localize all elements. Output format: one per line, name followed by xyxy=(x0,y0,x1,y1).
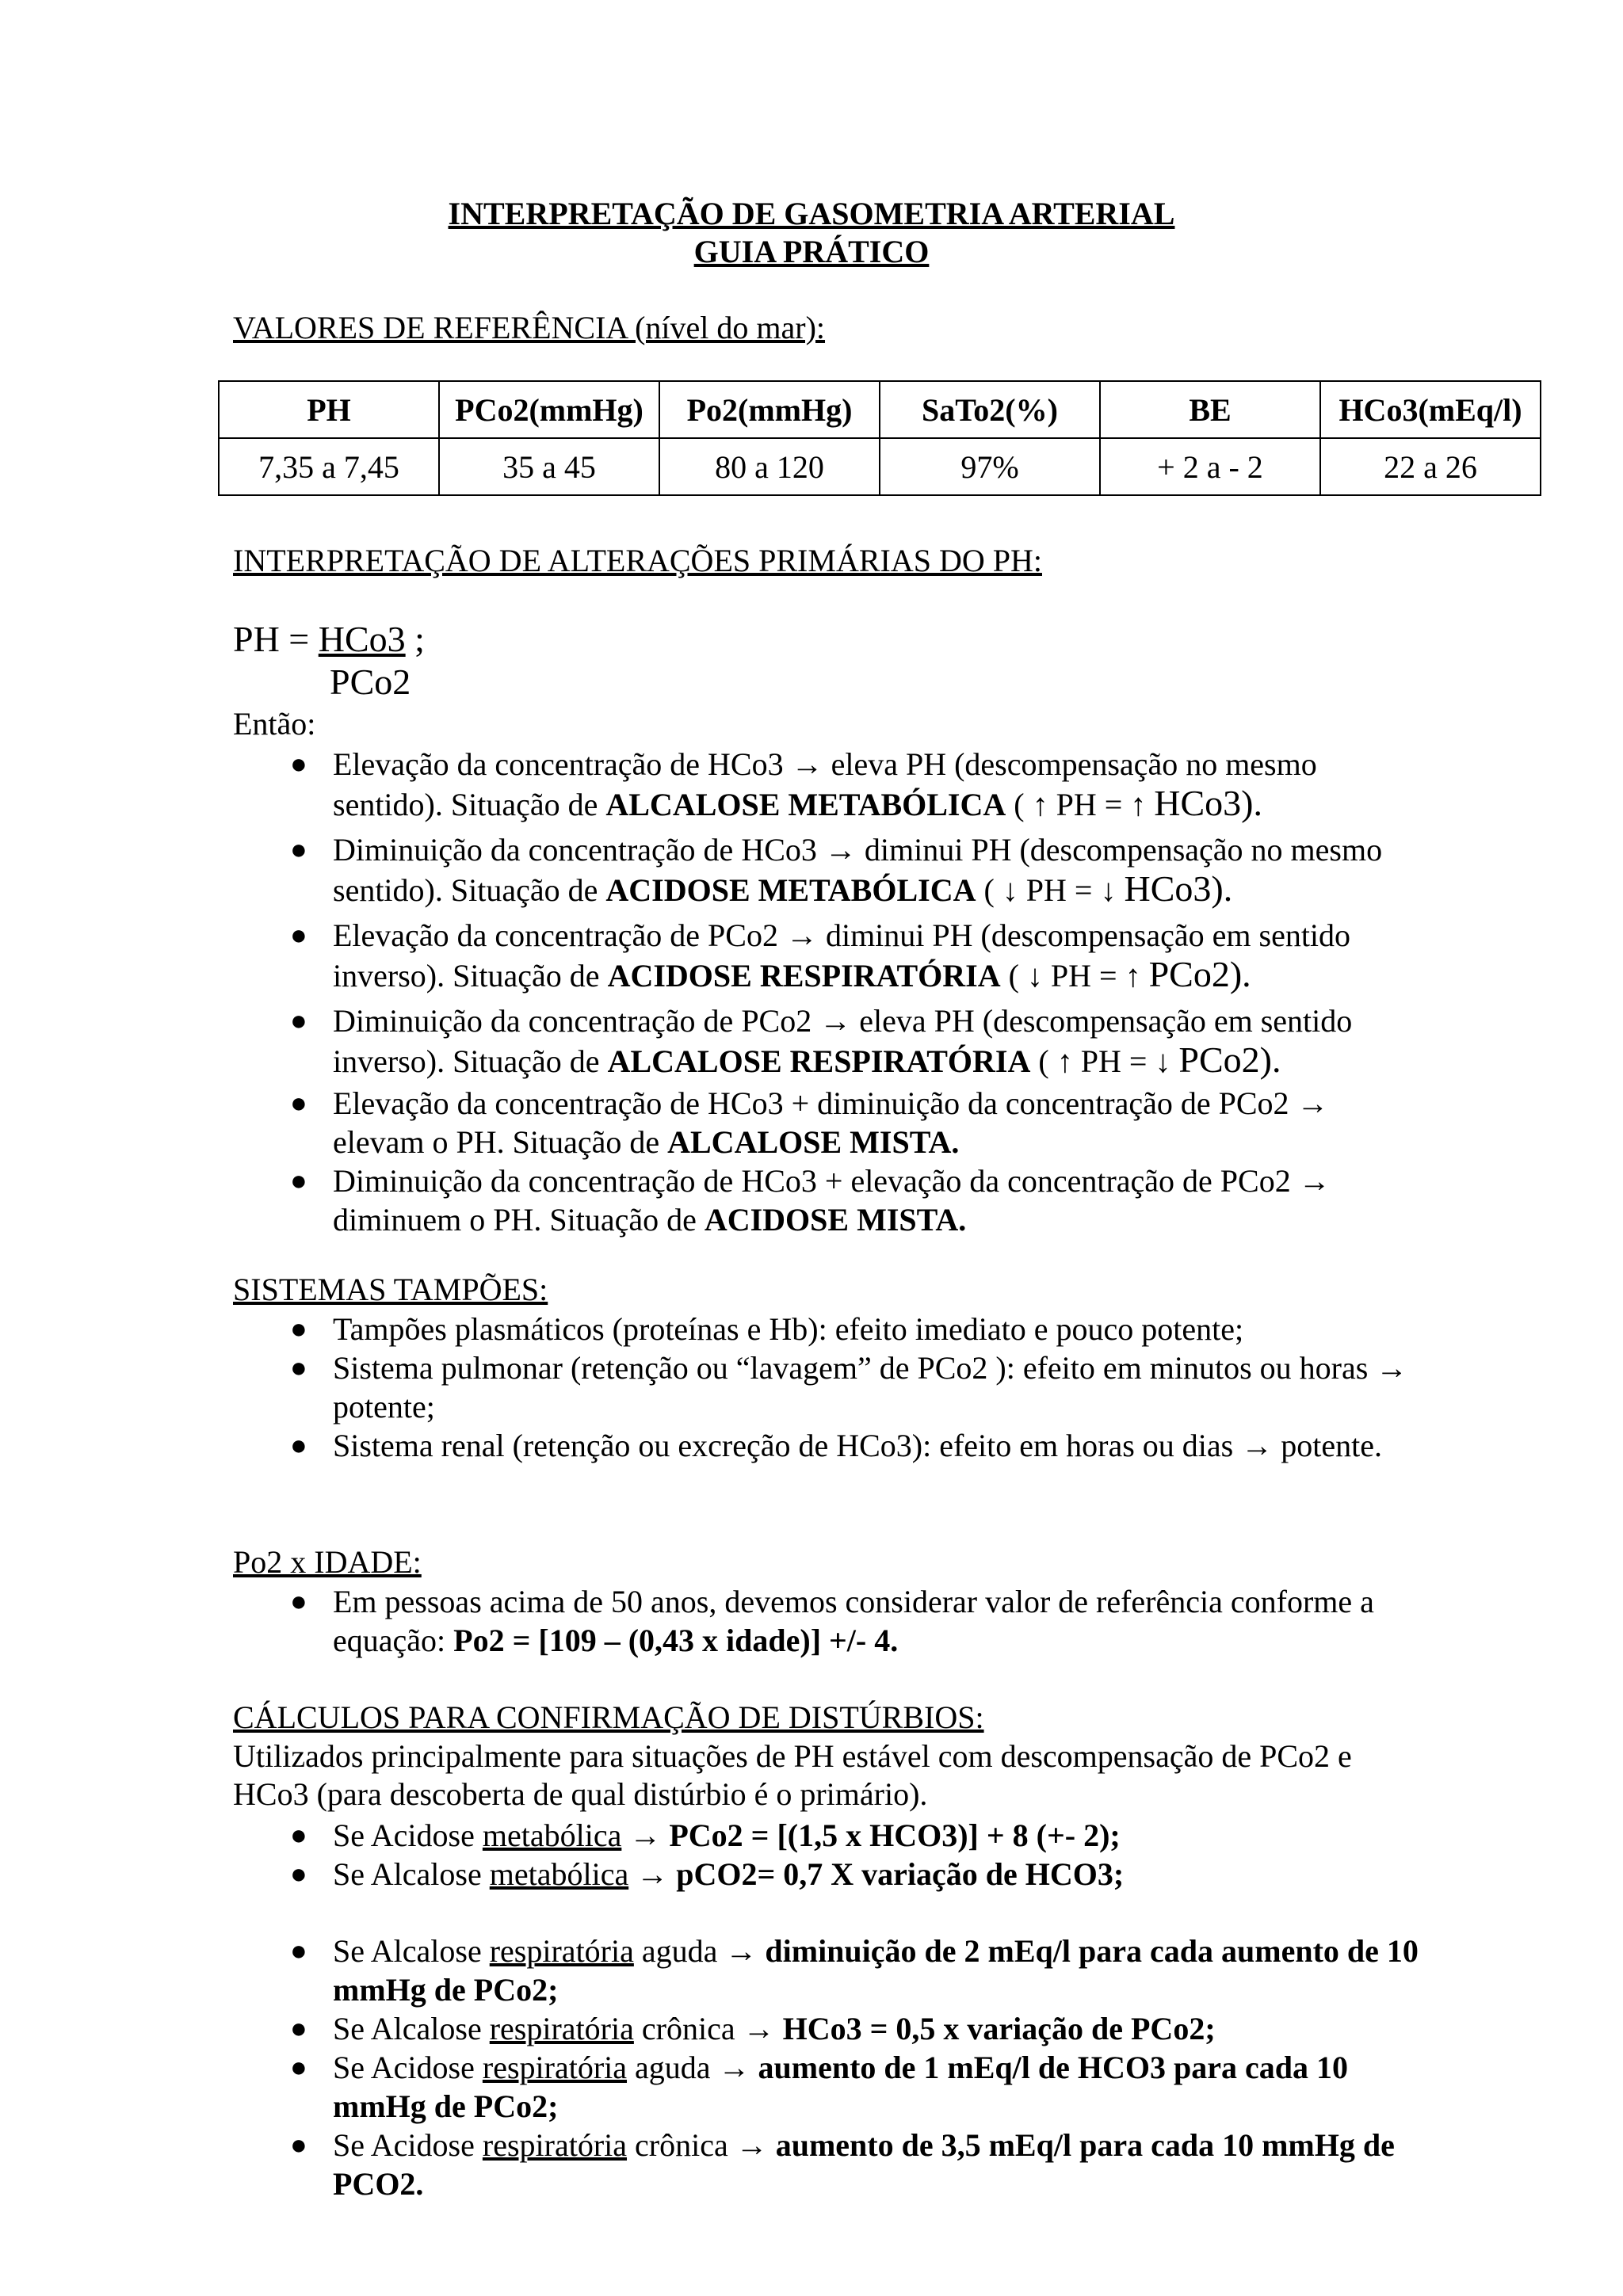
reference-table xyxy=(218,380,1541,496)
buffers-heading: SISTEMAS TAMPÕES: xyxy=(233,1272,548,1307)
list-item: ● Sistema pulmonar (retenção ou “lavagem” de PCo2 ): efeito em minutos ou horas → potente; xyxy=(290,1350,1408,1425)
list-item: ● Se Alcalose respiratória aguda → diminuição de 2 mEq/l para cada aumento de 10 mmHg de PCo2; xyxy=(290,1933,1419,2008)
col-po2: Po2(mmHg) xyxy=(659,381,880,438)
list-item: ● Diminuição da concentração de PCo2 → eleva PH (descompensação em sentido inverso). Situação de ALCALOSE RESPIRATÓRIA ( ↑ PH = ↓ PCo2). xyxy=(290,1003,1353,1080)
then-label: Então: xyxy=(233,706,316,742)
document-subtitle: GUIA PRÁTICO xyxy=(693,234,930,269)
formula-lhs: PH = xyxy=(233,619,319,659)
reference-value-row xyxy=(219,438,1541,495)
age-list xyxy=(233,1582,1422,1660)
val-ph: 7,35 a 7,45 xyxy=(219,438,439,495)
calc-intro: Utilizados principalmente para situações de PH estável com descompensação de PCo2 e HCo3 (para descoberta de qual distúrbio é o primário). xyxy=(233,1738,1352,1812)
list-item: ● Diminuição da concentração de HCo3 → diminui PH (descompensação no mesmo sentido). Situação de ACIDOSE METABÓLICA ( ↓ PH = ↓ HCo3). xyxy=(290,832,1383,909)
primary-heading: INTERPRETAÇÃO DE ALTERAÇÕES PRIMÁRIAS DO PH: xyxy=(233,543,1042,578)
list-item: ● Elevação da concentração de HCo3 + diminuição da concentração de PCo2 → elevam o PH. Situação de ALCALOSE MISTA. xyxy=(290,1085,1329,1160)
list-item: ● Se Alcalose metabólica → pCO2= 0,7 X variação de HCO3; xyxy=(290,1856,1125,1892)
list-item: ● Elevação da concentração de HCo3 → eleva PH (descompensação no mesmo sentido). Situação de ALCALOSE METABÓLICA ( ↑ PH = ↑ HCo3). xyxy=(290,746,1317,823)
val-hco3: 22 a 26 xyxy=(1320,438,1541,495)
formula-denominator: PCo2 xyxy=(330,662,411,702)
buffers-list xyxy=(233,1310,1422,1465)
col-ph: PH xyxy=(219,381,439,438)
val-sato2: 97% xyxy=(880,438,1100,495)
list-item: ● Tampões plasmáticos (proteínas e Hb): efeito imediato e pouco potente; xyxy=(290,1311,1244,1347)
col-sato2: SaTo2(%) xyxy=(880,381,1100,438)
val-pco2: 35 a 45 xyxy=(439,438,659,495)
list-item: ● Se Acidose respiratória crônica → aumento de 3,5 mEq/l para cada 10 mmHg de PCO2. xyxy=(290,2127,1395,2202)
reference-heading: VALORES DE REFERÊNCIA (nível do mar): xyxy=(233,310,826,345)
calc-list-metabolic xyxy=(233,1816,1422,1894)
formula-separator: ; xyxy=(405,619,425,659)
list-item: ● Se Acidose respiratória aguda → aumento de 1 mEq/l de HCO3 para cada 10 mmHg de PCo2; xyxy=(290,2050,1349,2124)
reference-header-row xyxy=(219,381,1541,438)
calc-heading: CÁLCULOS PARA CONFIRMAÇÃO DE DISTÚRBIOS: xyxy=(233,1699,984,1735)
val-be: + 2 a - 2 xyxy=(1100,438,1320,495)
col-pco2: PCo2(mmHg) xyxy=(439,381,659,438)
list-item: ● Se Alcalose respiratória crônica → HCo3 = 0,5 x variação de PCo2; xyxy=(290,2011,1216,2046)
val-po2: 80 a 120 xyxy=(659,438,880,495)
list-item: ● Em pessoas acima de 50 anos, devemos considerar valor de referência conforme a equação: Po2 = [109 – (0,43 x idade)] +/- 4. xyxy=(290,1584,1374,1658)
ph-formula xyxy=(233,618,425,661)
list-item: ● Sistema renal (retenção ou excreção de HCo3): efeito em horas ou dias → potente. xyxy=(290,1428,1382,1463)
primary-list xyxy=(233,745,1422,1239)
calc-list-respiratory xyxy=(233,1932,1422,2203)
list-item: ● Diminuição da concentração de HCo3 + elevação da concentração de PCo2 → diminuem o PH. Situação de ACIDOSE MISTA. xyxy=(290,1163,1331,1238)
col-hco3: HCo3(mEq/l) xyxy=(1320,381,1541,438)
age-heading: Po2 x IDADE: xyxy=(233,1544,422,1580)
list-item: ● Se Acidose metabólica → PCo2 = [(1,5 x HCO3)] + 8 (+- 2); xyxy=(290,1817,1121,1853)
document-title: INTERPRETAÇÃO DE GASOMETRIA ARTERIAL xyxy=(448,196,1175,231)
formula-numerator: HCo3 xyxy=(318,619,406,659)
col-be: BE xyxy=(1100,381,1320,438)
list-item: ● Elevação da concentração de PCo2 → diminui PH (descompensação em sentido inverso). Situação de ACIDOSE RESPIRATÓRIA ( ↓ PH = ↑ PCo2). xyxy=(290,917,1351,994)
